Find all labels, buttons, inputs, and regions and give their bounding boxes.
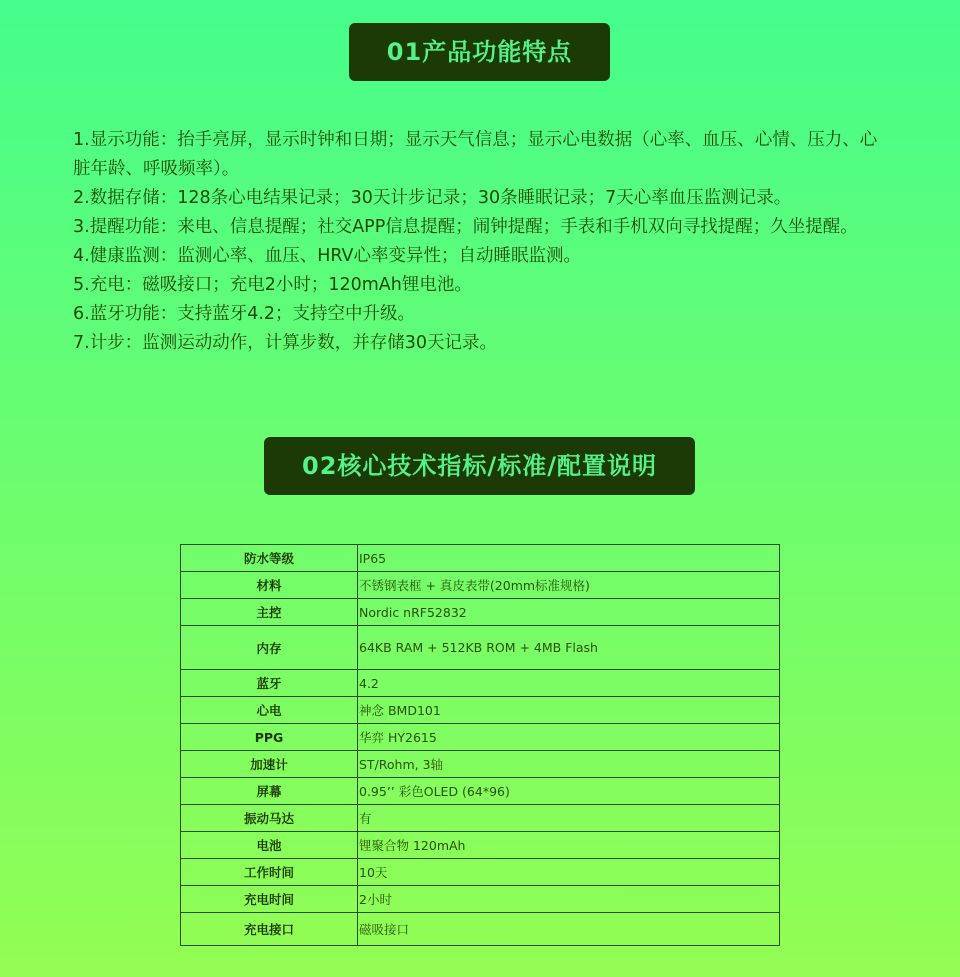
spec-value: 神念 BMD101 [358,697,780,724]
spec-value: 锂聚合物 120mAh [358,832,780,859]
spec-label: 材料 [181,572,358,599]
spec-label: 防水等级 [181,545,358,572]
feature-item: 4.健康监测：监测心率、血压、HRV心率变异性；自动睡眠监测。 [73,246,582,266]
table-row [181,724,780,751]
spec-value: 磁吸接口 [358,913,780,946]
spec-value: 64KB RAM + 512KB ROM + 4MB Flash [358,626,780,670]
feature-item: 5.充电：磁吸接口；充电2小时；120mAh锂电池。 [73,275,472,295]
spec-label: 蓝牙 [181,670,358,697]
spec-value: 0.95’’ 彩色OLED (64*96) [358,778,780,805]
spec-label: 主控 [181,599,358,626]
spec-value: 华弈 HY2615 [358,724,780,751]
spec-value: ST/Rohm, 3轴 [358,751,780,778]
feature-item: 2.数据存储：128条心电结果记录；30天计步记录；30条睡眠记录；7天心率血压监测记录。 [73,188,792,208]
spec-label: 工作时间 [181,859,358,886]
table-row [181,778,780,805]
section-title-specs: 02核心技术指标/标准/配置说明 [264,437,695,495]
table-row [181,599,780,626]
table-row [181,886,780,913]
spec-label: 充电时间 [181,886,358,913]
table-row [181,572,780,599]
table-row [181,626,780,670]
table-row [181,913,780,946]
table-row [181,670,780,697]
spec-label: 屏幕 [181,778,358,805]
feature-item: 6.蓝牙功能：支持蓝牙4.2；支持空中升级。 [73,304,416,324]
spec-label: 电池 [181,832,358,859]
spec-value: Nordic nRF52832 [358,599,780,626]
section-title-features: 01产品功能特点 [349,23,610,81]
spec-value: 10天 [358,859,780,886]
features-list [73,126,893,358]
spec-label: 内存 [181,626,358,670]
feature-item: 7.计步：监测运动动作，计算步数，并存储30天记录。 [73,333,497,353]
spec-value: 不锈钢表框 + 真皮表带(20mm标准规格) [358,572,780,599]
spec-label: 心电 [181,697,358,724]
spec-value: 2小时 [358,886,780,913]
spec-value: IP65 [358,545,780,572]
spec-value: 4.2 [358,670,780,697]
table-row [181,832,780,859]
feature-item: 3.提醒功能：来电、信息提醒；社交APP信息提醒；闹钟提醒；手表和手机双向寻找提醒；久坐提醒。 [73,217,858,237]
spec-label: 振动马达 [181,805,358,832]
table-row [181,545,780,572]
table-row [181,697,780,724]
spec-label: 加速计 [181,751,358,778]
table-row [181,805,780,832]
table-row [181,859,780,886]
table-row [181,751,780,778]
spec-value: 有 [358,805,780,832]
specs-table [180,544,780,946]
spec-label: 充电接口 [181,913,358,946]
spec-label: PPG [181,724,358,751]
feature-item: 1.显示功能：抬手亮屏，显示时钟和日期；显示天气信息；显示心电数据（心率、血压、心情、压力、心脏年龄、呼吸频率）。 [73,130,878,179]
